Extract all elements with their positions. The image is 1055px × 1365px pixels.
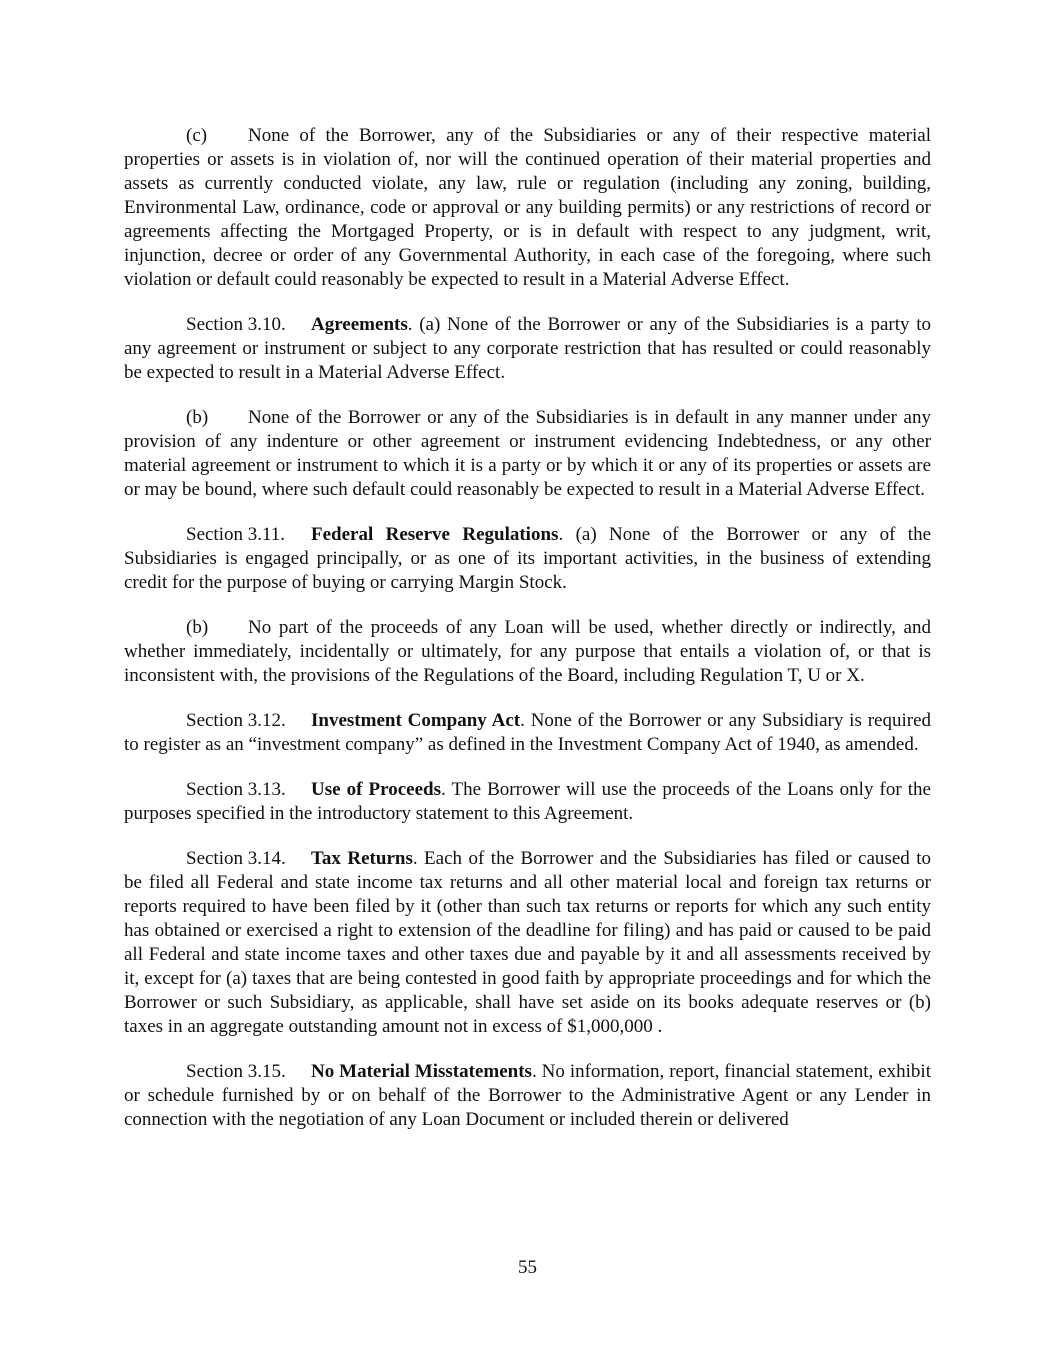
- section-3-14-tax-returns: [124, 847, 931, 1039]
- paragraph-text: . No information, report, financial statement, exhibit or schedule furnished by or on behalf of the Borrower to the Administrative Agent or any Lender in connection with the negotiation of any Loan Document or included therein or delivered: [124, 1061, 931, 1130]
- section-number: Section 3.13.: [186, 779, 286, 800]
- section-heading: No Material Misstatements: [311, 1061, 532, 1082]
- section-number: Section 3.15.: [186, 1061, 286, 1082]
- section-3-13-use-of-proceeds: [124, 778, 931, 826]
- paragraph-3-9-c: [124, 124, 931, 292]
- section-number: Section 3.11.: [186, 524, 286, 545]
- section-3-12-investment-company-act: [124, 709, 931, 757]
- paragraph-3-10-b: [124, 406, 931, 502]
- clause-label: (b): [186, 617, 209, 638]
- document-page: [124, 124, 931, 1153]
- section-heading: Investment Company Act: [311, 710, 521, 731]
- paragraph-text: No part of the proceeds of any Loan will be used, whether directly or indirectly, and whether immediately, incidentally or ultimately, for any purpose that entails a violation of, or that is inconsistent with, the provisions of the Regulations of the Board, including Regulation T, U or X.: [124, 617, 931, 686]
- section-3-10-agreements: [124, 313, 931, 385]
- section-3-11-federal-reserve-regulations: [124, 523, 931, 595]
- paragraph-text: . (a) None of the Borrower or any of the Subsidiaries is a party to any agreement or instrument or subject to any corporate restriction that has resulted or could reasonably be expected to result in a Material Adverse Effect.: [124, 314, 931, 383]
- section-number: Section 3.14.: [186, 848, 286, 869]
- paragraph-text: . (a) None of the Borrower or any of the Subsidiaries is engaged principally, or as one of its important activities, in the business of extending credit for the purpose of buying or carrying Margin Stock.: [124, 524, 932, 593]
- section-heading: Federal Reserve Regulations: [311, 524, 559, 545]
- section-number: Section 3.12.: [186, 710, 286, 731]
- clause-label: (c): [186, 125, 208, 146]
- paragraph-text: None of the Borrower, any of the Subsidiaries or any of their respective material properties or assets is in violation of, nor will the continued operation of their material properties and assets as currently conducted violate, any law, rule or regulation (including any zoning, building, Environmental Law, ordinance, code or approval or any building permits) or any restrictions of record or agreements affecting the Mortgaged Property, or is in default with respect to any judgment, writ, injunction, decree or order of any Governmental Authority, in each case of the foregoing, where such violation or default could reasonably be expected to result in a Material Adverse Effect.: [124, 125, 931, 290]
- section-heading: Agreements: [311, 314, 408, 335]
- section-3-15-no-material-misstatements: [124, 1060, 931, 1132]
- clause-label: (b): [186, 407, 209, 428]
- paragraph-text: None of the Borrower or any of the Subsidiaries is in default in any manner under any provision of any indenture or other agreement or instrument evidencing Indebtedness, or any other material agreement or instrument to which it is a party or by which it or any of its properties or assets are or may be bound, where such default could reasonably be expected to result in a Material Adverse Effect.: [124, 407, 931, 500]
- section-number: Section 3.10.: [186, 314, 286, 335]
- paragraph-text: . Each of the Borrower and the Subsidiaries has filed or caused to be filed all Federal and state income tax returns and all other material local and foreign tax returns or reports required to have been filed by it (other than such tax returns or reports for which any such entity has obtained or exercised a right to extension of the deadline for filing) and has paid or caused to be paid all Federal and state income taxes and other taxes due and payable by it and all assessments received by it, except for (a) taxes that are being contested in good faith by appropriate proceedings and for which the Borrower or such Subsidiary, as applicable, shall have set aside on its books adequate reserves or (b) taxes in an aggregate outstanding amount not in excess of $1,000,000 .: [124, 848, 931, 1037]
- section-heading: Use of Proceeds: [311, 779, 441, 800]
- paragraph-text: . None of the Borrower or any Subsidiary is required to register as an “investment company” as defined in the Investment Company Act of 1940, as amended.: [124, 710, 932, 755]
- paragraph-text: . The Borrower will use the proceeds of the Loans only for the purposes specified in the introductory statement to this Agreement.: [124, 779, 931, 824]
- page-number: 55: [518, 1257, 537, 1278]
- section-heading: Tax Returns: [311, 848, 413, 869]
- paragraph-3-11-b: [124, 616, 931, 688]
